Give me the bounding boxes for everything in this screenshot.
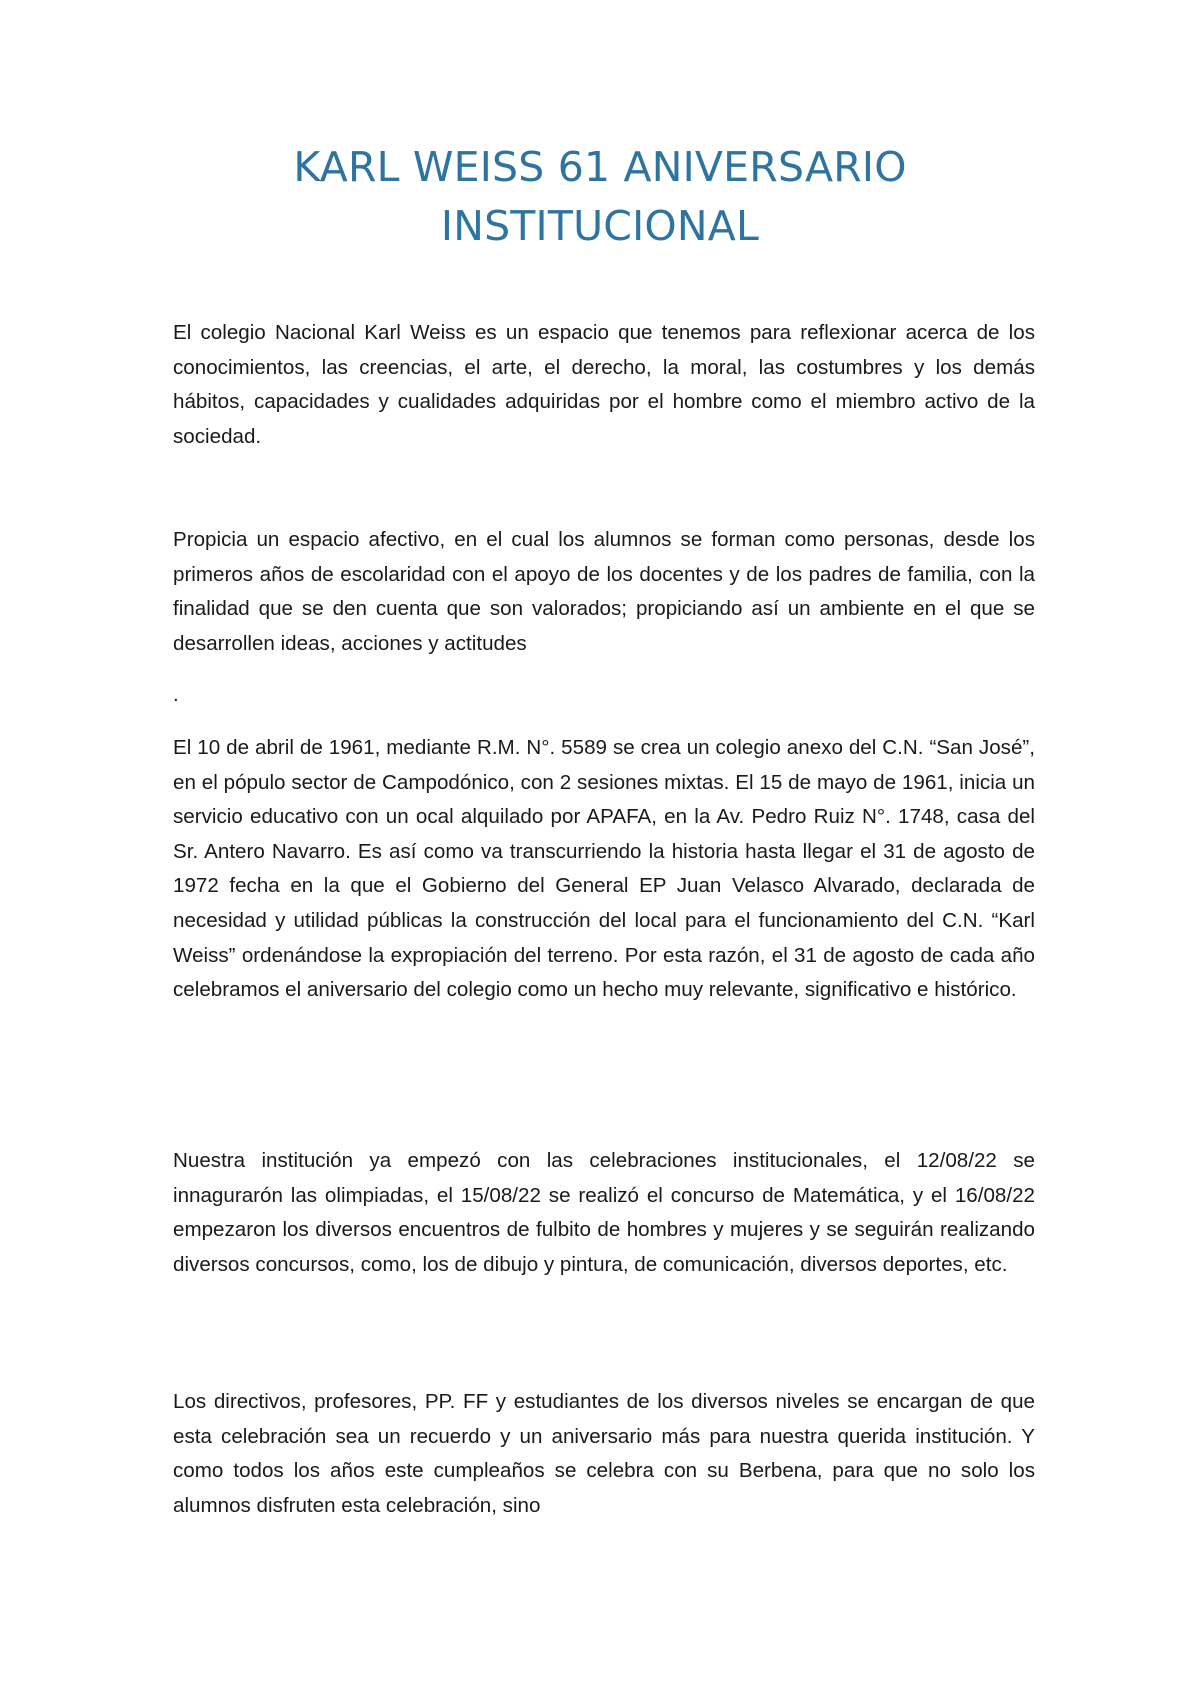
paragraph-introduction: El colegio Nacional Karl Weiss es un espacio que tenemos para reflexionar acerca de los conocimientos, las creencias, el arte, el derecho, la moral, las costumbres y los demás hábitos, capacidades y cualidades adquiridas por el hombre como el miembro activo de la sociedad. [173,321,1035,448]
document-title: KARL WEISS 61 ANIVERSARIO INSTITUCIONAL [293,143,907,250]
paragraph-history: El 10 de abril de 1961, mediante R.M. N°. 5589 se crea un colegio anexo del C.N. “San José”, en el pópulo sector de Campodónico, con 2 sesiones mixtas. El 15 de mayo de 1961, inicia un servicio educativo con un ocal alquilado por APAFA, en la Av. Pedro Ruiz N°. 1748, casa del Sr. Antero Navarro. Es así como va transcurriendo la historia hasta llegar el 31 de agosto de 1972 fecha en la que el Gobierno del General EP Juan Velasco Alvarado, declarada de necesidad y utilidad públicas la construcción del local para el funcionamiento del C.N. “Karl Weiss” ordenándose la expropiación del terreno. Por esta razón, el 31 de agosto de cada año celebramos el aniversario del colegio como un hecho muy relevante, significativo e histórico. [173,736,1035,1002]
paragraph-celebrations: Nuestra institución ya empezó con las celebraciones institucionales, el 12/08/22 se innagurarón las olimpiadas, el 15/08/22 se realizó el concurso de Matemática, y el 16/08/22 empezaron los diversos encuentros de fulbito de hombres y mujeres y se seguirán realizando diversos concursos, como, los de dibujo y pintura, de comunicación, diversos deportes, etc. [173,1149,1035,1276]
stray-period: . [173,683,179,706]
paragraph-affective-space: Propicia un espacio afectivo, en el cual los alumnos se forman como personas, desde los primeros años de escolaridad con el apoyo de los docentes y de los padres de familia, con la finalidad que se den cuenta que son valorados; propiciando así un ambiente en el que se desarrollen ideas, acciones y actitudes [173,528,1035,655]
paragraph-participants: Los directivos, profesores, PP. FF y estudiantes de los diversos niveles se encargan de que esta celebración sea un recuerdo y un aniversario más para nuestra querida institución. Y como todos los años este cumpleaños se celebra con su Berbena, para que no solo los alumnos disfruten esta celebración, sino [173,1390,1035,1517]
